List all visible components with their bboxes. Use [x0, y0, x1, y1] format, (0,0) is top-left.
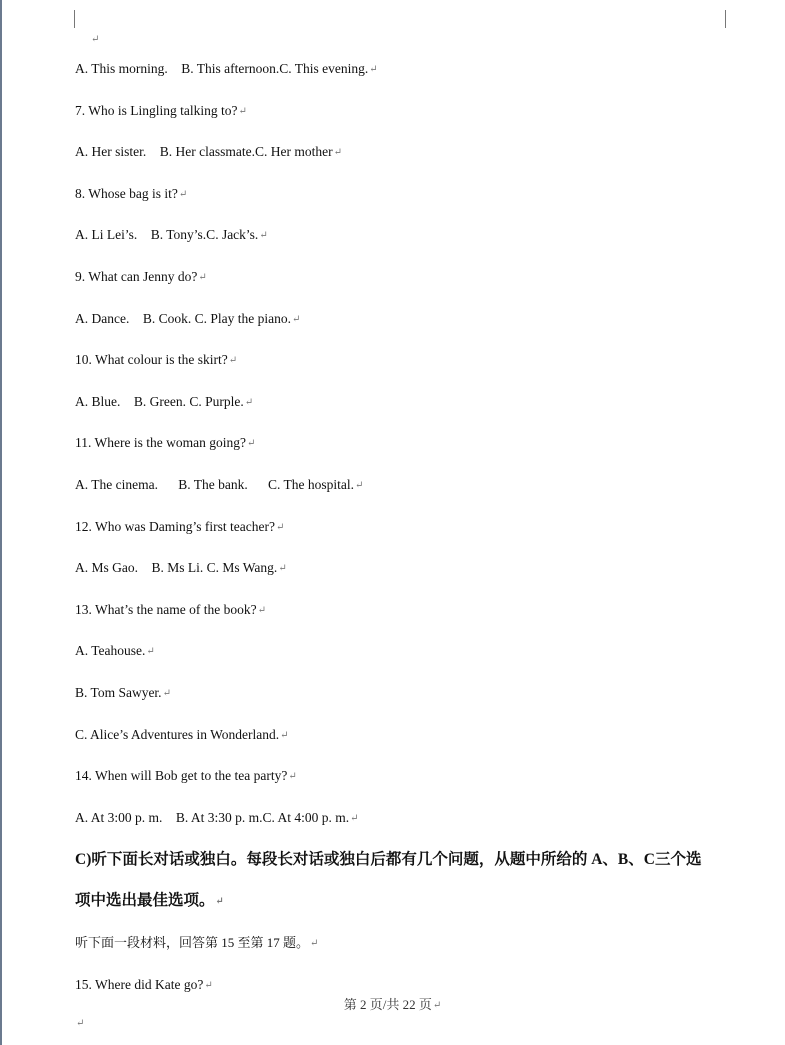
paragraph-mark: ↵ [198, 272, 207, 283]
text-line: 14. When will Bob get to the tea party?↵ [75, 768, 297, 783]
empty-paragraph-top [75, 30, 99, 49]
paragraph-mark: ↵ [291, 314, 301, 325]
paragraph-mark: ↵ [280, 730, 289, 741]
paragraph-mark: ↵ [257, 605, 266, 616]
instruction-line: 听下面一段材料，回答第 15 至第 17 题。↵ [75, 935, 319, 950]
paragraph-mark: ↵ [350, 813, 359, 824]
text-line: A. Teahouse.↵ [75, 643, 155, 658]
crop-mark-left [74, 10, 75, 28]
text-line: A. This morning. B. This afternoon.C. This evening.↵ [75, 61, 378, 76]
text-line: 8. Whose bag is it?↵ [75, 186, 188, 201]
page-left-border [0, 0, 2, 1045]
question-15: 15. Where did Kate go?↵ [75, 977, 213, 992]
text-line: 10. What colour is the skirt?↵ [75, 352, 238, 367]
text-line: 7. Who is Lingling talking to?↵ [75, 103, 247, 118]
empty-paragraph-bottom: ↵ [76, 1018, 85, 1029]
paragraph-mark: ↵ [246, 438, 256, 449]
paragraph-mark: ↵ [275, 522, 285, 533]
text-line: A. Ms Gao. B. Ms Li. C. Ms Wang.↵ [75, 560, 287, 575]
text-line: 9. What can Jenny do?↵ [75, 269, 207, 284]
paragraph-mark: ↵ [354, 480, 364, 491]
paragraph-mark: ↵ [259, 230, 268, 241]
text-line: C. Alice’s Adventures in Wonderland.↵ [75, 727, 289, 742]
text-line: A. Blue. B. Green. C. Purple.↵ [75, 394, 254, 409]
paragraph-mark: ↵ [278, 563, 287, 574]
text-line: A. At 3:00 p. m. B. At 3:30 p. m.C. At 4:00 p. m.↵ [75, 810, 359, 825]
page-footer: 第 2 页/共 22 页↵ [343, 997, 442, 1012]
paragraph-mark: ↵ [178, 189, 188, 200]
section-c-heading-line1: C)听下面长对话或独白。每段长对话或独白后都有几个问题，从题中所给的 A、B、C三个选 [75, 851, 702, 868]
text-line: 12. Who was Daming’s first teacher?↵ [75, 519, 285, 534]
paragraph-mark: ↵ [333, 147, 342, 158]
paragraph-mark: ↵ [146, 646, 155, 657]
text-line: A. The cinema. B. The bank. C. The hospital.↵ [75, 477, 364, 492]
paragraph-mark: ↵ [244, 397, 254, 408]
paragraph-mark: ↵ [162, 688, 171, 699]
paragraph-mark: ↵ [288, 771, 297, 782]
text-line: 11. Where is the woman going?↵ [75, 435, 256, 450]
paragraph-mark: ↵ [238, 106, 247, 117]
text-line: A. Dance. B. Cook. C. Play the piano.↵ [75, 311, 301, 326]
paragraph-mark: ↵ [91, 34, 100, 45]
text-line: B. Tom Sawyer.↵ [75, 685, 171, 700]
crop-mark-right [725, 10, 726, 28]
paragraph-mark: ↵ [369, 64, 378, 75]
paragraph-mark: ↵ [228, 355, 238, 366]
text-line: A. Her sister. B. Her classmate.C. Her mother↵ [75, 144, 342, 159]
text-line: A. Li Lei’s. B. Tony’s.C. Jack’s.↵ [75, 227, 268, 242]
section-c-heading-line2: 项中选出最佳选项。↵ [75, 892, 224, 909]
text-line: 13. What’s the name of the book?↵ [75, 602, 266, 617]
